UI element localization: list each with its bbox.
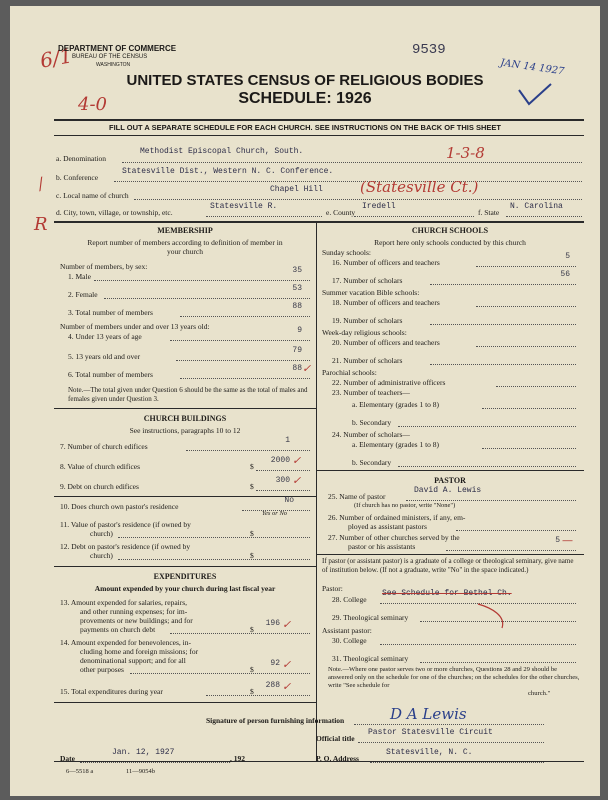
q13-line-4: payments on church debt <box>80 625 156 634</box>
signature-value: D A Lewis <box>390 705 467 723</box>
q23-label: 23. Number of teachers— <box>332 388 410 397</box>
official-title-value: Pastor Statesville Circuit <box>368 728 493 737</box>
pastor-note-end: church." <box>528 690 551 697</box>
q18-label: 18. Number of officers and teachers <box>332 298 440 307</box>
q24b-label: b. Secondary <box>352 458 392 467</box>
assistant-label: Assistant pastor: <box>322 626 372 635</box>
serial-number: 9539 <box>412 42 446 58</box>
print-number: 11—9054b <box>126 768 156 775</box>
margin-note: 4-0 <box>78 94 107 115</box>
membership-note: Note.—The total given under Question 6 should be the same as the total of males and females given under Question 3. <box>68 386 308 403</box>
date-label: Date <box>60 754 75 763</box>
sunday-label: Sunday schools: <box>322 248 371 257</box>
q3-value: 88 <box>292 302 302 311</box>
expenditures-title: EXPENDITURES <box>153 572 217 581</box>
q13-dollar: $ <box>250 625 254 634</box>
received-date-stamp: JAN 14 1927 <box>499 57 565 78</box>
q14-line-2: cluding home and foreign missions; for <box>80 647 199 656</box>
q26-line-1: 26. Number of ordained ministers, if any, em- <box>328 513 466 522</box>
q29-label: 29. Theological seminary <box>332 613 409 622</box>
q25-hint: (If church has no pastor, write "None") <box>354 502 456 509</box>
buildings-title: CHURCH BUILDINGS <box>143 414 227 423</box>
q14-line-3: denominational support; and for all <box>80 656 186 665</box>
q30-label: 30. College <box>332 636 367 645</box>
by-sex-label: Number of members, by sex: <box>60 262 148 271</box>
state-value: N. Carolina <box>510 202 563 211</box>
q12-label: 12. Debt on pastor's residence (if owned by <box>60 542 191 551</box>
schools-sub: Report here only schools conducted by this church <box>374 238 526 247</box>
q23b-label: b. Secondary <box>352 418 392 427</box>
q13-line-2: and other running expenses; for im- <box>80 607 188 616</box>
parochial-label: Parochial schools: <box>322 368 377 377</box>
signature-label: Signature of person furnishing information <box>206 716 345 725</box>
q5-label: 5. 13 years old and over <box>68 352 141 361</box>
q10-label: 10. Does church own pastor's residence <box>60 502 179 511</box>
age-intro-label: Number of members under and over 13 years old: <box>60 322 210 331</box>
schedule-title: SCHEDULE: 1926 <box>238 90 372 107</box>
margin-r: R <box>34 214 48 235</box>
q19-label: 19. Number of scholars <box>332 316 403 325</box>
q13-check-mark: ✓ <box>282 618 292 631</box>
q26-line-2: ployed as assistant pastors <box>348 522 427 531</box>
q17-label: 17. Number of scholars <box>332 276 403 285</box>
form-number: 6—5518 a <box>66 768 94 775</box>
q5-value: 79 <box>292 346 302 355</box>
q14-line-4: other purposes <box>80 665 124 674</box>
q2-value: 53 <box>292 284 302 293</box>
q12-label-2: church) <box>90 551 113 560</box>
margin-mark: / <box>34 173 47 194</box>
q6-value: 88 <box>292 364 302 373</box>
q14-value: 92 <box>270 659 280 668</box>
q6-check-mark: ✓ <box>302 362 312 375</box>
q12-dollar: $ <box>250 551 254 560</box>
denomination-code: 1-3-8 <box>446 144 485 162</box>
q9-dollar: $ <box>250 482 254 491</box>
local-name-note: (Statesville Ct.) <box>360 178 479 196</box>
q15-dollar: $ <box>250 687 254 696</box>
census-schedule-page <box>10 6 600 796</box>
weekday-label: Week-day religious schools: <box>322 328 407 337</box>
pastor-title: PASTOR <box>434 476 466 485</box>
q7-label: 7. Number of church edifices <box>60 442 148 451</box>
q3-label: 3. Total number of members <box>68 308 153 317</box>
schools-title: CHURCH SCHOOLS <box>411 226 489 235</box>
q14-line-1: 14. Amount expended for benevolences, in- <box>60 638 192 647</box>
q31-label: 31. Theological seminary <box>332 654 409 663</box>
q6-label: 6. Total number of members <box>68 370 153 379</box>
q27-line-1: 27. Number of other churches served by the <box>328 533 460 542</box>
q27-line-2: pastor or his assistants <box>348 542 416 551</box>
city-label: WASHINGTON <box>96 62 131 68</box>
red-hook-mark <box>472 602 512 632</box>
q16-label: 16. Number of officers and teachers <box>332 258 440 267</box>
county-label: e. County <box>326 208 356 217</box>
q13-value: 196 <box>265 619 280 628</box>
q14-dollar: $ <box>250 665 254 674</box>
q1-value: 35 <box>292 266 302 275</box>
q24a-label: a. Elementary (grades 1 to 8) <box>352 440 440 449</box>
q9-label: 9. Debt on church edifices <box>60 482 139 491</box>
membership-intro: Report number of members according to definition of member in your church <box>87 238 283 256</box>
q28-value: See Schedule for Bethel Ch. <box>382 589 512 598</box>
q8-dollar: $ <box>250 462 254 471</box>
q8-label: 8. Value of church edifices <box>60 462 141 471</box>
city-value: Statesville R. <box>210 202 278 211</box>
date-suffix: , 192 <box>230 754 245 763</box>
pastor-sub-label: Pastor: <box>322 584 343 593</box>
po-address-label: P. O. Address <box>316 754 359 763</box>
graduate-note: If pastor (or assistant pastor) is a graduate of a college or theological seminary, give name of institution below. (If not a graduate, write "No" in the space indicated.) <box>322 557 574 574</box>
q11-label: 11. Value of pastor's residence (if owned by <box>60 520 191 529</box>
q15-label: 15. Total expenditures during year <box>60 687 163 696</box>
q2-label: 2. Female <box>68 290 98 299</box>
q9-value: 300 <box>275 476 290 485</box>
denomination-value: Methodist Episcopal Church, South. <box>140 147 304 156</box>
membership-title: MEMBERSHIP <box>157 226 213 235</box>
q15-value: 288 <box>265 681 280 690</box>
q27-dash-mark: — <box>562 534 573 547</box>
county-value: Iredell <box>362 202 396 211</box>
q11-label-2: church) <box>90 529 113 538</box>
q27-value: 5 <box>555 536 560 545</box>
q13-line-1: 13. Amount expended for salaries, repairs, <box>60 598 188 607</box>
pastor-note: Note.—Where one pastor serves two or more churches, Questions 28 and 29 should be answered only on the schedule for one of the churches; on the schedules for the other churches, write "See schedule for <box>328 666 580 689</box>
q7-value: 1 <box>285 436 290 445</box>
q17-value: 56 <box>560 270 570 279</box>
instruction-banner: FILL OUT A SEPARATE SCHEDULE FOR EACH CHURCH. SEE INSTRUCTIONS ON THE BACK OF THIS SHEET <box>109 123 501 132</box>
local-name-label: c. Local name of church <box>56 191 129 200</box>
expenditures-sub: Amount expended by your church during last fiscal year <box>94 584 276 593</box>
q22-label: 22. Number of administrative officers <box>332 378 446 387</box>
local-name-value: Chapel Hill <box>270 185 323 194</box>
city-label: d. City, town, village, or township, etc. <box>56 208 173 217</box>
q13-line-3: provements or new buildings; and for <box>80 616 193 625</box>
q20-label: 20. Number of officers and teachers <box>332 338 440 347</box>
buildings-sub: See instructions, paragraphs 10 to 12 <box>129 426 241 435</box>
q28-label: 28. College <box>332 595 367 604</box>
q25-value: David A. Lewis <box>414 486 482 495</box>
state-label: f. State <box>478 208 500 217</box>
q23a-label: a. Elementary (grades 1 to 8) <box>352 400 440 409</box>
conference-value: Statesville Dist., Western N. C. Conference. <box>122 167 334 176</box>
conference-label: b. Conference <box>56 173 99 182</box>
q15-check-mark: ✓ <box>282 680 292 693</box>
q1-label: 1. Male <box>68 272 91 281</box>
q10-hint: Yes or No <box>262 510 288 517</box>
q4-label: 4. Under 13 years of age <box>68 332 142 341</box>
form-title: UNITED STATES CENSUS OF RELIGIOUS BODIES <box>126 72 484 89</box>
q8-value: 2000 <box>270 456 290 465</box>
q9-check-mark: ✓ <box>292 474 302 487</box>
corner-mark: 6/1 <box>38 43 75 73</box>
q25-label: 25. Name of pastor <box>328 492 386 501</box>
bureau-label: BUREAU OF THE CENSUS <box>72 54 148 60</box>
q24-label: 24. Number of scholars— <box>332 430 410 439</box>
date-value: Jan. 12, 1927 <box>112 748 175 757</box>
department-label: DEPARTMENT OF COMMERCE <box>58 44 177 53</box>
q4-value: 9 <box>297 326 302 335</box>
q10-value: No <box>284 496 294 505</box>
denomination-label: a. Denomination <box>56 154 106 163</box>
q8-check-mark: ✓ <box>292 454 302 467</box>
official-title-label: Official title <box>316 734 355 743</box>
po-address-value: Statesville, N. C. <box>386 748 473 757</box>
q16-value: 5 <box>565 252 570 261</box>
q11-dollar: $ <box>250 529 254 538</box>
summer-label: Summer vacation Bible schools: <box>322 288 420 297</box>
q14-check-mark: ✓ <box>282 658 292 671</box>
q21-label: 21. Number of scholars <box>332 356 403 365</box>
